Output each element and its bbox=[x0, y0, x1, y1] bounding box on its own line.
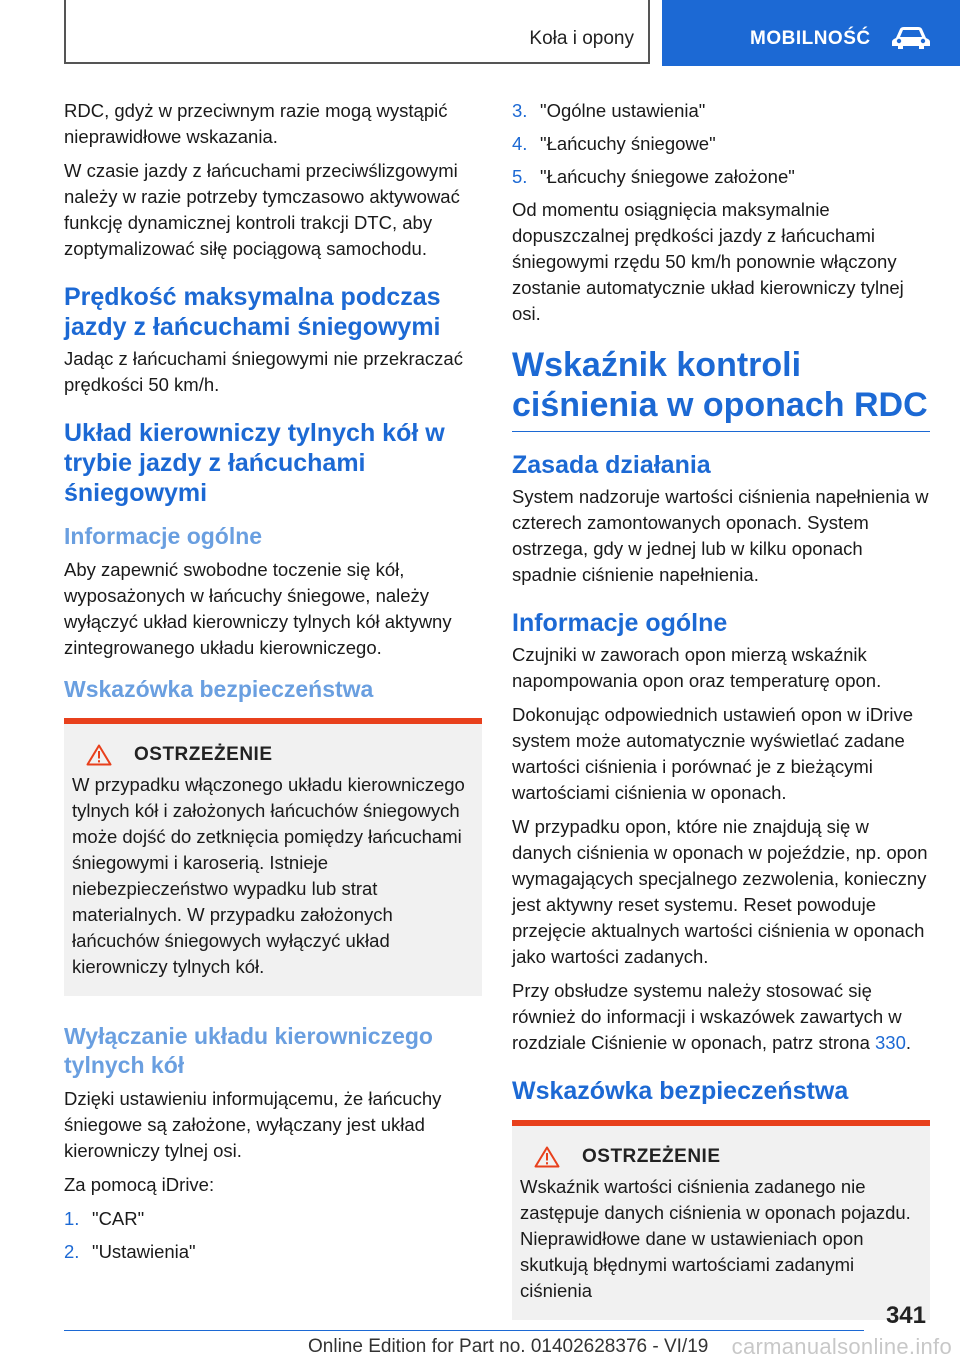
paragraph-sensors: Czujniki w zaworach opon mierzą wskaźnik napompowania opon oraz temperaturę opon. bbox=[512, 644, 882, 691]
step-number: 1. bbox=[64, 1208, 80, 1229]
step-text: "Łańcuchy śniegowe" bbox=[540, 133, 716, 154]
car-icon bbox=[890, 24, 932, 50]
paragraph-idrive-settings: Dokonując odpowiednich ustawień opon w iDrive system może automatycznie wyświetlać zadane wartości ciśnienia i porównać je z bieżącymi wartościami ciśnienia w oponach. bbox=[512, 704, 914, 803]
warning-header bbox=[72, 744, 474, 766]
heading-rdc: Wskaźnik kontroli ciśnienia w oponach RDC bbox=[512, 345, 930, 432]
footer-edition: Online Edition for Part no. 01402628376 - VI/19 bbox=[308, 1336, 709, 1357]
list-item bbox=[64, 1239, 482, 1265]
step-number: 2. bbox=[64, 1241, 80, 1262]
list-item bbox=[512, 98, 930, 124]
paragraph-idrive: Za pomocą iDrive: bbox=[64, 1174, 215, 1195]
steps-list-left bbox=[64, 1206, 482, 1265]
left-column bbox=[64, 98, 482, 1272]
paragraph-see-page bbox=[512, 978, 930, 1056]
steps-list-right bbox=[512, 98, 930, 190]
warning-header bbox=[520, 1146, 922, 1168]
warning-box bbox=[64, 718, 482, 996]
paragraph-general-info: Aby zapewnić swobodne toczenie się kół, wyposażonych w łańcuchy śniegowe, należy wyłączyć układ kierowniczy tylnych kół aktywny zintegrowanego układu kierowniczego. bbox=[64, 559, 452, 658]
right-column bbox=[512, 98, 930, 1320]
paragraph-max-speed: Jadąc z łańcuchami śniegowymi nie przekraczać prędkości 50 km/h. bbox=[64, 348, 463, 395]
header-chapter-title: MOBILNOŚĆ bbox=[750, 28, 871, 49]
step-text: "Ustawienia" bbox=[92, 1241, 196, 1262]
step-text: "Ogólne ustawienia" bbox=[540, 100, 706, 121]
warning-text: W przypadku włączonego układu kierowniczego tylnych kół i założonych łańcuchów śniegowych może dojść do zetknięcia pomiędzy łańcuchami śniegowymi i karoserią. Istnieje niebezpieczeństwo wypadku lub strat materialnych. W przypadku założonych łańcuchów śniegowych wyłączyć układ kierowniczy tylnych kół. bbox=[72, 774, 465, 977]
paragraph-see-page-text: Przy obsłudze systemu należy stosować się również do informacji i wskazówek zawartych w rozdziale Ciśnienie w oponach, patrz strona bbox=[512, 980, 902, 1053]
step-number: 3. bbox=[512, 100, 528, 121]
step-number: 5. bbox=[512, 166, 528, 187]
paragraph-disable-steering: Dzięki ustawieniu informującemu, że łańcuchy śniegowe są założone, wyłączany jest układ kierowniczy tylnej osi. bbox=[64, 1088, 442, 1161]
page-link-330[interactable]: 330 bbox=[875, 1032, 906, 1053]
heading-safety-note-rdc: Wskazówka bezpieczeństwa bbox=[512, 1077, 849, 1105]
heading-disable-steering: Wyłączanie układu kierowniczego tylnych kół bbox=[64, 1023, 433, 1078]
warning-triangle-icon bbox=[86, 744, 112, 766]
warning-box-rdc bbox=[512, 1120, 930, 1320]
step-text: "CAR" bbox=[92, 1208, 145, 1229]
list-item bbox=[512, 131, 930, 157]
page-number: 341 bbox=[885, 1302, 926, 1329]
heading-rear-steering: Układ kierowniczy tylnych kół w trybie jazdy z łańcuchami śniegowymi bbox=[64, 419, 445, 507]
heading-general-info-rdc: Informacje ogólne bbox=[512, 609, 728, 637]
heading-max-speed: Prędkość maksymalna podczas jazdy z łańcuchami śniegowymi bbox=[64, 283, 441, 341]
heading-principle: Zasada działania bbox=[512, 451, 711, 479]
paragraph-principle: System nadzoruje wartości ciśnienia napełnienia w czterech zamontowanych oponach. System ostrzega, gdy w jednej lub w kilku oponach spadnie ciśnienie napełnienia. bbox=[512, 486, 929, 585]
paragraph-see-page-end: . bbox=[905, 1032, 912, 1053]
paragraph-rdc: RDC, gdyż w przeciwnym razie mogą wystąpić nieprawidłowe wskazania. bbox=[64, 100, 448, 147]
footer-divider bbox=[64, 1330, 864, 1331]
warning-triangle-icon bbox=[534, 1146, 560, 1168]
warning-text: Wskaźnik wartości ciśnienia zadanego nie zastępuje danych ciśnienia w oponach pojazdu. Nieprawidłowe dane w ustawieniach opon skutkują błędnymi wartościami zadanymi ciśnienia bbox=[520, 1176, 911, 1301]
heading-safety-note: Wskazówka bezpieczeństwa bbox=[64, 676, 374, 702]
header-section-box bbox=[64, 0, 650, 64]
warning-title: OSTRZEŻENIE bbox=[582, 1146, 721, 1167]
paragraph-reset: W przypadku opon, które nie znajdują się w danych ciśnienia w oponach w pojeździe, np. opon wymagających specjalnego zezwolenia, konieczny jest aktywny reset systemu. Reset powoduje przejęcie aktualnych wartości ciśnienia w oponach jako wartości zadanych. bbox=[512, 816, 928, 967]
footer-watermark: carmanualsonline.info bbox=[731, 1334, 952, 1359]
paragraph-dtc: W czasie jazdy z łańcuchami przeciwślizgowymi należy w razie potrzeby tymczasowo aktywować funkcję dynamicznej kontroli trakcji DTC, aby zoptymalizować siłę pociągową samochodu. bbox=[64, 160, 460, 259]
header-chapter-tab bbox=[662, 0, 960, 66]
step-number: 4. bbox=[512, 133, 528, 154]
paragraph-auto-reenable: Od momentu osiągnięcia maksymalnie dopuszczalnej prędkości jazdy z łańcuchami śniegowymi rzędu 50 km/h ponownie włączony zostanie automatycznie układ kierowniczy tylnej osi. bbox=[512, 199, 904, 324]
heading-general-info: Informacje ogólne bbox=[64, 523, 263, 549]
step-text: "Łańcuchy śniegowe założone" bbox=[540, 166, 795, 187]
header-section-title: Koła i opony bbox=[529, 28, 634, 49]
warning-title: OSTRZEŻENIE bbox=[134, 744, 273, 765]
list-item bbox=[64, 1206, 482, 1232]
list-item bbox=[512, 164, 930, 190]
